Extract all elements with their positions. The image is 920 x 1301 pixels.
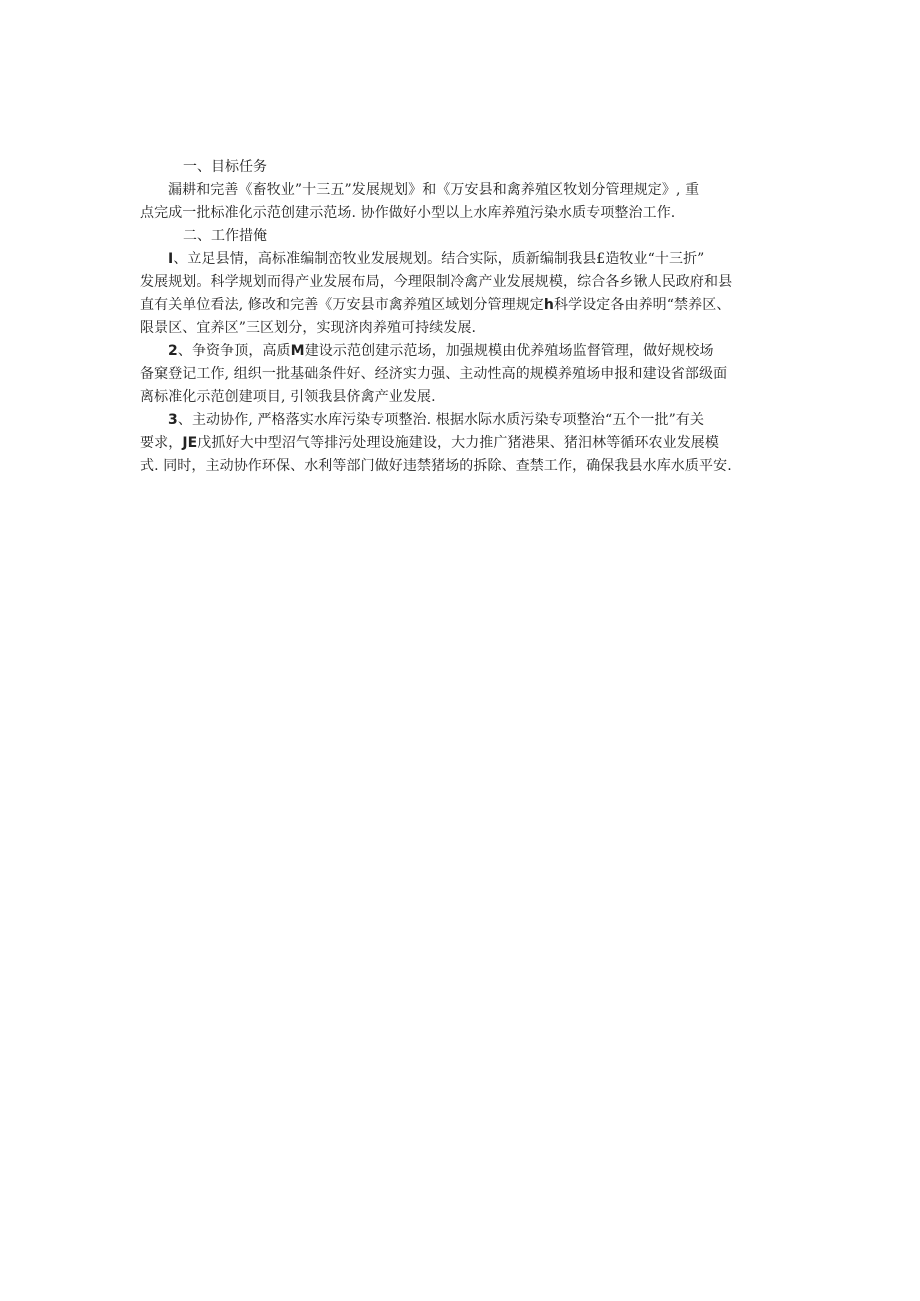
measure-2-line-1a: 、争资争顶，高质: [177, 343, 291, 359]
measure-2-line-1: [140, 340, 780, 363]
paragraph-measure-3: [140, 409, 780, 478]
measure-2-number: 2: [168, 343, 178, 359]
measure-2-line-1b: M: [290, 343, 305, 359]
measure-1-line-4: 限景区、宜养区”三区划分，实现济肉养殖可持续发展.: [140, 320, 477, 336]
paragraph-goals: [140, 179, 780, 225]
paragraph-goals-line-1: 漏耕和完善《畜牧业”十三五”发展规划》和《万安县和禽养殖区牧划分管理规定》, 重: [168, 182, 700, 198]
measure-2-line-3: 离标准化示范创建项目, 引领我县侪禽产业发展.: [140, 389, 436, 405]
measure-3-line-3: 式. 同时，主动协作环保、水利等部门做好违禁猪场的拆除、查禁工作，确保我县水库水质平安.: [140, 458, 732, 474]
measure-2-line-1c: 建设示范创建示范场，加强规模由优养殖场监督管理，做好规校场: [304, 343, 714, 359]
document-body: [140, 156, 780, 478]
measure-1-line-1: [140, 248, 780, 271]
measure-1-number: I: [168, 251, 174, 267]
measure-3-line-2a: 要求，: [140, 435, 183, 451]
section-heading-measures: 二、工作措俺: [183, 228, 267, 244]
measure-3-line-2b: JE: [182, 435, 198, 451]
measure-1-line-3a: 直有关单位看法, 修改和完善《万安县市禽养殖区域划分管理规定: [140, 297, 544, 313]
measure-1-line-3c: 科学设定各由养明“禁养区、: [553, 297, 731, 313]
measure-3-line-1: [140, 409, 780, 432]
measure-3-line-2: [140, 432, 780, 455]
measure-3-line-2c: 戊抓好大中型沼气等排污处理设施建设，大力推广猪港果、猪汨林等循环农业发展模: [197, 435, 719, 451]
paragraph-measure-2: [140, 340, 780, 409]
paragraph-goals-line-2: 点完成一批标准化示范创建示范场. 协作做好小型以上水库养殖污染水质专项整治工作.: [140, 205, 676, 221]
measure-1-line-3: [140, 294, 780, 317]
measure-1-line-3b: h: [543, 297, 554, 313]
paragraph-measure-1: [140, 248, 780, 340]
measure-3-line-1-text: 、主动协作, 严格落实水库污染专项整治. 根据水际水质污染专项整治“五个一批”有关: [177, 412, 705, 428]
measure-1-line-2: 发展规划。科学规划而得产业发展布局，今理限制冷禽产业发展规模，综合各乡锹人民政府和县: [140, 274, 733, 290]
measure-2-line-2: 备窠登记工作, 组织一批基础条件好、经济实力强、主动性高的规模养殖场申报和建设省部级面: [140, 366, 728, 382]
measure-3-number: 3: [168, 412, 178, 428]
section-heading-goals: 一、目标任务: [183, 159, 267, 175]
measure-1-line-1-text: 、立足县情，高标准编制峦牧业发展规划。结合实际，质新编制我县£造牧业“十三折”: [173, 251, 705, 267]
